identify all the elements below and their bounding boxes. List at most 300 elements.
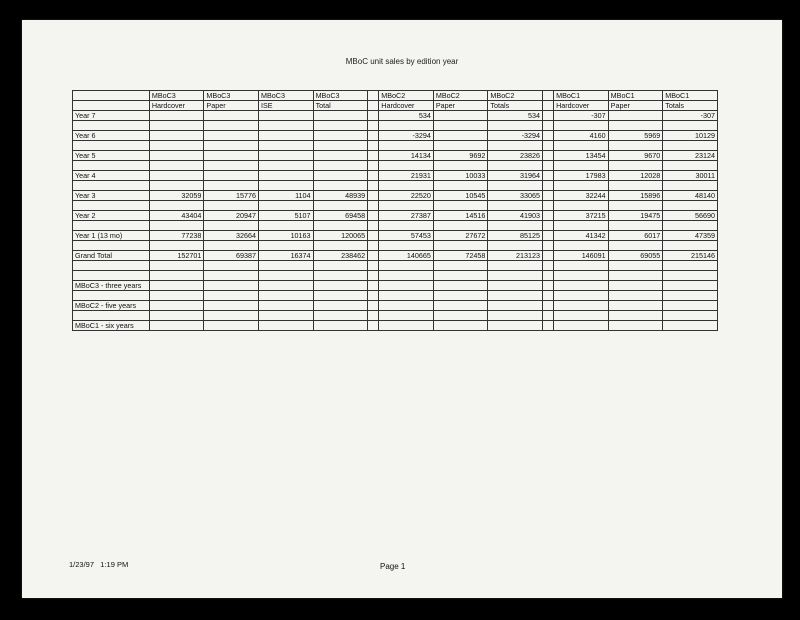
value-cell: [313, 181, 368, 191]
value-cell: [313, 261, 368, 271]
column-header-format: Totals: [663, 101, 718, 111]
gap-cell: [368, 221, 379, 231]
value-cell: [204, 291, 259, 301]
value-cell: [663, 121, 718, 131]
gap-cell: [542, 161, 553, 171]
value-cell: [663, 141, 718, 151]
value-cell: [149, 321, 204, 331]
value-cell: [313, 161, 368, 171]
value-cell: [149, 121, 204, 131]
value-cell: [488, 141, 543, 151]
value-cell: [258, 171, 313, 181]
table-row: [73, 231, 718, 241]
gap-cell: [542, 111, 553, 121]
gap-cell: [368, 141, 379, 151]
value-cell: 32664: [204, 231, 259, 241]
value-cell: 534: [379, 111, 434, 121]
table-row: [73, 221, 718, 231]
gap-cell: [542, 221, 553, 231]
value-cell: 19475: [608, 211, 663, 221]
value-cell: [608, 301, 663, 311]
value-cell: 9670: [608, 151, 663, 161]
column-header-edition: MBoC2: [433, 91, 488, 101]
table-row: [73, 281, 718, 291]
value-cell: [204, 161, 259, 171]
value-cell: [258, 151, 313, 161]
value-cell: 238462: [313, 251, 368, 261]
value-cell: [204, 311, 259, 321]
column-header-edition: MBoC1: [663, 91, 718, 101]
value-cell: [149, 221, 204, 231]
gap-cell: [542, 171, 553, 181]
value-cell: 31964: [488, 171, 543, 181]
value-cell: [433, 241, 488, 251]
value-cell: 37215: [554, 211, 609, 221]
value-cell: [608, 201, 663, 211]
value-cell: 41342: [554, 231, 609, 241]
value-cell: 15896: [608, 191, 663, 201]
value-cell: [663, 241, 718, 251]
gap-cell: [542, 121, 553, 131]
value-cell: [313, 311, 368, 321]
value-cell: [663, 201, 718, 211]
value-cell: [488, 311, 543, 321]
value-cell: [663, 321, 718, 331]
value-cell: 213123: [488, 251, 543, 261]
value-cell: [313, 281, 368, 291]
column-header-format: Total: [313, 101, 368, 111]
value-cell: -3294: [379, 131, 434, 141]
value-cell: [554, 261, 609, 271]
row-label-empty: [73, 291, 150, 301]
value-cell: [313, 241, 368, 251]
value-cell: [554, 271, 609, 281]
row-label: Year 2: [73, 211, 150, 221]
gap-cell: [542, 141, 553, 151]
value-cell: 23124: [663, 151, 718, 161]
value-cell: -307: [554, 111, 609, 121]
value-cell: 30011: [663, 171, 718, 181]
value-cell: [554, 121, 609, 131]
value-cell: [433, 161, 488, 171]
gap-cell: [542, 131, 553, 141]
value-cell: 21931: [379, 171, 434, 181]
gap-cell: [368, 281, 379, 291]
value-cell: 10033: [433, 171, 488, 181]
value-cell: [258, 221, 313, 231]
gap-cell: [542, 191, 553, 201]
column-header-format: Totals: [488, 101, 543, 111]
gap-cell: [542, 181, 553, 191]
value-cell: [608, 161, 663, 171]
value-cell: [313, 111, 368, 121]
value-cell: [258, 271, 313, 281]
value-cell: [204, 141, 259, 151]
value-cell: [433, 271, 488, 281]
value-cell: 120065: [313, 231, 368, 241]
table-row: [73, 111, 718, 121]
value-cell: [488, 181, 543, 191]
value-cell: [313, 171, 368, 181]
value-cell: [488, 301, 543, 311]
row-label: Year 5: [73, 151, 150, 161]
value-cell: [258, 141, 313, 151]
value-cell: [488, 161, 543, 171]
value-cell: [554, 301, 609, 311]
value-cell: [258, 131, 313, 141]
value-cell: [608, 141, 663, 151]
value-cell: [204, 281, 259, 291]
gap-cell: [542, 201, 553, 211]
column-header-format: Paper: [204, 101, 259, 111]
value-cell: [608, 291, 663, 301]
value-cell: [488, 121, 543, 131]
value-cell: [488, 281, 543, 291]
value-cell: [204, 241, 259, 251]
value-cell: [608, 271, 663, 281]
table-row: [73, 91, 718, 101]
table-row: [73, 251, 718, 261]
value-cell: 215146: [663, 251, 718, 261]
row-label: Year 6: [73, 131, 150, 141]
row-label: Year 3: [73, 191, 150, 201]
value-cell: 146091: [554, 251, 609, 261]
value-cell: 32244: [554, 191, 609, 201]
row-label-empty: [73, 181, 150, 191]
table-row: [73, 291, 718, 301]
column-header-edition: MBoC1: [608, 91, 663, 101]
note-label: MBoC2 - five years: [73, 301, 150, 311]
value-cell: [258, 321, 313, 331]
value-cell: 140665: [379, 251, 434, 261]
value-cell: [379, 281, 434, 291]
value-cell: [488, 241, 543, 251]
gap-cell: [368, 91, 379, 101]
value-cell: [149, 291, 204, 301]
value-cell: [433, 131, 488, 141]
value-cell: [379, 301, 434, 311]
value-cell: [663, 291, 718, 301]
gap-cell: [368, 121, 379, 131]
gap-cell: [368, 301, 379, 311]
value-cell: [379, 241, 434, 251]
gap-cell: [542, 151, 553, 161]
row-label-empty: [73, 121, 150, 131]
value-cell: [149, 131, 204, 141]
value-cell: [554, 141, 609, 151]
column-header-edition: MBoC1: [554, 91, 609, 101]
gap-cell: [368, 161, 379, 171]
value-cell: [149, 171, 204, 181]
value-cell: [149, 261, 204, 271]
value-cell: [488, 221, 543, 231]
gap-cell: [368, 261, 379, 271]
value-cell: [608, 111, 663, 121]
value-cell: [379, 291, 434, 301]
value-cell: 48140: [663, 191, 718, 201]
value-cell: [313, 131, 368, 141]
value-cell: 5969: [608, 131, 663, 141]
value-cell: 47359: [663, 231, 718, 241]
table-row: [73, 131, 718, 141]
value-cell: 72458: [433, 251, 488, 261]
value-cell: 10129: [663, 131, 718, 141]
value-cell: 13454: [554, 151, 609, 161]
gap-cell: [368, 131, 379, 141]
value-cell: [433, 121, 488, 131]
gap-cell: [368, 271, 379, 281]
value-cell: [488, 201, 543, 211]
document-page: [22, 20, 782, 598]
gap-cell: [542, 281, 553, 291]
value-cell: [663, 161, 718, 171]
value-cell: [433, 291, 488, 301]
value-cell: -3294: [488, 131, 543, 141]
value-cell: 17983: [554, 171, 609, 181]
value-cell: 56690: [663, 211, 718, 221]
value-cell: [379, 221, 434, 231]
value-cell: 43404: [149, 211, 204, 221]
corner-cell: [73, 101, 150, 111]
gap-cell: [542, 311, 553, 321]
gap-cell: [368, 111, 379, 121]
value-cell: [258, 181, 313, 191]
column-header-edition: MBoC3: [258, 91, 313, 101]
value-cell: [379, 311, 434, 321]
value-cell: 22520: [379, 191, 434, 201]
value-cell: [433, 301, 488, 311]
value-cell: [313, 321, 368, 331]
table-row: [73, 301, 718, 311]
column-header-edition: MBoC3: [313, 91, 368, 101]
gap-cell: [368, 151, 379, 161]
value-cell: [258, 121, 313, 131]
row-label-empty: [73, 261, 150, 271]
value-cell: [258, 311, 313, 321]
value-cell: [204, 151, 259, 161]
value-cell: [554, 241, 609, 251]
value-cell: [608, 281, 663, 291]
value-cell: 15776: [204, 191, 259, 201]
row-label-empty: [73, 221, 150, 231]
column-header-format: ISE: [258, 101, 313, 111]
value-cell: 69387: [204, 251, 259, 261]
value-cell: [379, 181, 434, 191]
print-date: 1/23/97: [69, 560, 95, 569]
column-header-format: Paper: [433, 101, 488, 111]
value-cell: [313, 201, 368, 211]
page-number: Page 1: [380, 562, 406, 571]
value-cell: [379, 261, 434, 271]
value-cell: 5107: [258, 211, 313, 221]
value-cell: [149, 301, 204, 311]
value-cell: [663, 271, 718, 281]
value-cell: [204, 321, 259, 331]
value-cell: [608, 261, 663, 271]
value-cell: 27672: [433, 231, 488, 241]
value-cell: [379, 201, 434, 211]
table-row: [73, 101, 718, 111]
table-row: [73, 241, 718, 251]
gap-cell: [368, 181, 379, 191]
value-cell: [313, 141, 368, 151]
row-label: Year 1 (13 mo): [73, 231, 150, 241]
value-cell: 534: [488, 111, 543, 121]
row-label: Year 4: [73, 171, 150, 181]
value-cell: [204, 201, 259, 211]
value-cell: 32059: [149, 191, 204, 201]
value-cell: [379, 271, 434, 281]
value-cell: [258, 201, 313, 211]
value-cell: 41903: [488, 211, 543, 221]
value-cell: 23826: [488, 151, 543, 161]
table-row: [73, 181, 718, 191]
gap-cell: [368, 201, 379, 211]
value-cell: 4160: [554, 131, 609, 141]
value-cell: [379, 161, 434, 171]
value-cell: [608, 181, 663, 191]
value-cell: [554, 161, 609, 171]
value-cell: [554, 221, 609, 231]
value-cell: [313, 271, 368, 281]
value-cell: 20947: [204, 211, 259, 221]
table-row: [73, 191, 718, 201]
gap-cell: [542, 231, 553, 241]
note-label: MBoC3 - three years: [73, 281, 150, 291]
value-cell: 33065: [488, 191, 543, 201]
table-row: [73, 271, 718, 281]
gap-cell: [542, 291, 553, 301]
value-cell: [204, 181, 259, 191]
gap-cell: [542, 271, 553, 281]
value-cell: [488, 291, 543, 301]
column-header-format: Hardcover: [554, 101, 609, 111]
value-cell: [258, 241, 313, 251]
value-cell: [608, 121, 663, 131]
value-cell: [663, 281, 718, 291]
gap-cell: [542, 301, 553, 311]
value-cell: 152701: [149, 251, 204, 261]
gap-cell: [368, 241, 379, 251]
value-cell: 48939: [313, 191, 368, 201]
value-cell: [258, 291, 313, 301]
value-cell: [554, 181, 609, 191]
value-cell: [608, 241, 663, 251]
value-cell: 10163: [258, 231, 313, 241]
table-row: [73, 201, 718, 211]
value-cell: [149, 241, 204, 251]
value-cell: [663, 261, 718, 271]
gap-cell: [368, 171, 379, 181]
value-cell: -307: [663, 111, 718, 121]
value-cell: [313, 221, 368, 231]
value-cell: [149, 161, 204, 171]
value-cell: [379, 141, 434, 151]
value-cell: [554, 201, 609, 211]
value-cell: [258, 111, 313, 121]
row-label-empty: [73, 241, 150, 251]
value-cell: [379, 121, 434, 131]
value-cell: 57453: [379, 231, 434, 241]
value-cell: [204, 301, 259, 311]
value-cell: [149, 201, 204, 211]
gap-cell: [542, 101, 553, 111]
value-cell: [379, 321, 434, 331]
gap-cell: [368, 211, 379, 221]
value-cell: [608, 311, 663, 321]
value-cell: [433, 141, 488, 151]
value-cell: 16374: [258, 251, 313, 261]
table-row: [73, 321, 718, 331]
value-cell: [258, 261, 313, 271]
value-cell: [608, 221, 663, 231]
value-cell: [433, 261, 488, 271]
row-label-empty: [73, 141, 150, 151]
value-cell: [433, 181, 488, 191]
column-header-edition: MBoC3: [149, 91, 204, 101]
value-cell: [433, 281, 488, 291]
table-row: [73, 261, 718, 271]
value-cell: [204, 131, 259, 141]
value-cell: 6017: [608, 231, 663, 241]
page-title: MBoC unit sales by edition year: [345, 57, 459, 66]
table-row: [73, 141, 718, 151]
value-cell: [204, 221, 259, 231]
value-cell: 27387: [379, 211, 434, 221]
value-cell: [204, 111, 259, 121]
value-cell: 77238: [149, 231, 204, 241]
row-label-empty: [73, 201, 150, 211]
value-cell: [488, 261, 543, 271]
gap-cell: [542, 241, 553, 251]
row-label-empty: [73, 161, 150, 171]
table-row: [73, 161, 718, 171]
table-row: [73, 151, 718, 161]
value-cell: 69055: [608, 251, 663, 261]
value-cell: 14134: [379, 151, 434, 161]
gap-cell: [368, 231, 379, 241]
value-cell: [149, 271, 204, 281]
column-header-edition: MBoC3: [204, 91, 259, 101]
value-cell: [149, 141, 204, 151]
column-header-format: Paper: [608, 101, 663, 111]
column-header-format: Hardcover: [379, 101, 434, 111]
value-cell: [433, 221, 488, 231]
column-header-format: Hardcover: [149, 101, 204, 111]
value-cell: 14516: [433, 211, 488, 221]
value-cell: [204, 171, 259, 181]
row-label-empty: [73, 271, 150, 281]
table-row: [73, 121, 718, 131]
row-label: Grand Total: [73, 251, 150, 261]
value-cell: [433, 111, 488, 121]
value-cell: [488, 321, 543, 331]
gap-cell: [368, 251, 379, 261]
column-header-edition: MBoC2: [488, 91, 543, 101]
row-label: Year 7: [73, 111, 150, 121]
value-cell: [554, 281, 609, 291]
gap-cell: [542, 251, 553, 261]
value-cell: [149, 181, 204, 191]
value-cell: [149, 111, 204, 121]
gap-cell: [542, 261, 553, 271]
value-cell: [313, 291, 368, 301]
gap-cell: [542, 91, 553, 101]
row-label-empty: [73, 311, 150, 321]
value-cell: 9692: [433, 151, 488, 161]
value-cell: [258, 161, 313, 171]
value-cell: [433, 201, 488, 211]
